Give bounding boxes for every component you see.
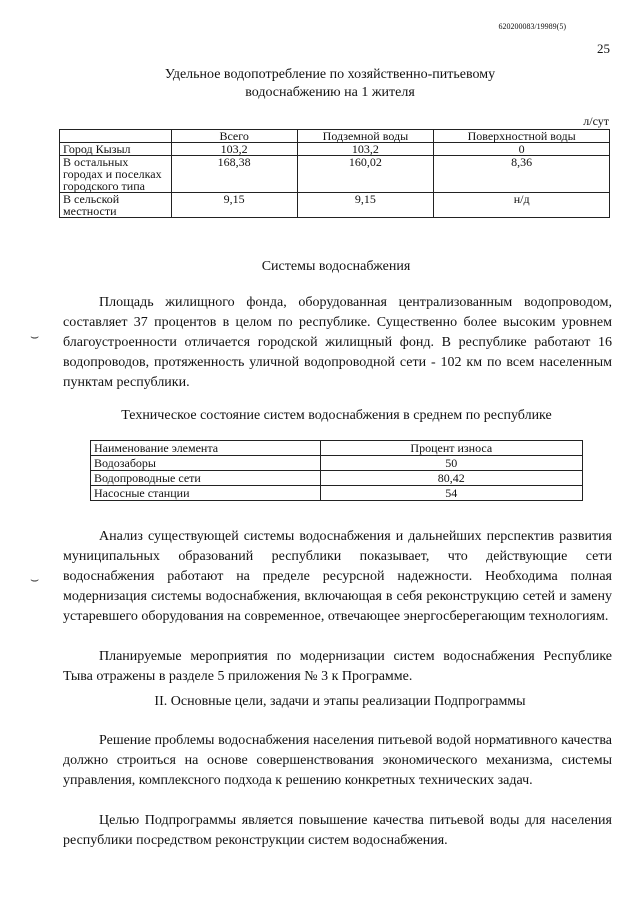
cell-value: 54: [320, 486, 582, 501]
section2-paragraph-1: Решение проблемы водоснабжения населения питьевой водой нормативного качества должно строиться на основе совершенствования экономического механизма, системы управления, комплексного подхода к решению конкретных технических задач.: [63, 733, 612, 788]
table-row: [60, 193, 610, 218]
cell-surface: н/д: [434, 193, 610, 218]
table-header-cell: Подземной воды: [297, 130, 434, 143]
consumption-table: [59, 129, 610, 218]
analysis-paragraph-1: Анализ существующей системы водоснабжения и дальнейших перспектив развития муниципальных образований республики показывает, что действующие сети водоснабжения работают на пределе ресурсной надежности. Необходима полная модернизация системы водоснабжения, включающая в себя реконструкцию сетей и замену устаревшего оборудования на современное, отвечающее энергосберегающим технологиям.: [63, 529, 612, 624]
document-id: 620200083/19989(5): [498, 22, 566, 31]
row-name: В остальных городах и поселках городского типа: [60, 156, 172, 193]
cell-total: 168,38: [171, 156, 297, 193]
analysis-paragraph-2: Планируемые мероприятия по модернизации систем водоснабжения Республике Тыва отражены в разделе 5 приложения № 3 к Программе.: [63, 649, 612, 684]
consumption-title: [0, 66, 640, 102]
section2-paragraph-2: Целью Подпрограммы является повышение качества питьевой воды для населения республики посредством реконструкции систем водоснабжения.: [63, 813, 612, 848]
cell-value: 80,42: [320, 471, 582, 486]
row-name: В сельской местности: [60, 193, 172, 218]
table-row: [60, 156, 610, 193]
table-row: [60, 143, 610, 156]
unit-label: л/сут: [583, 114, 609, 128]
page-number: 25: [597, 41, 610, 56]
section2-heading: II. Основные цели, задачи и этапы реализации Подпрограммы: [154, 694, 526, 709]
table-header-row: [91, 441, 583, 456]
cell-surface: 0: [434, 143, 610, 156]
margin-mark: ⌣: [30, 330, 40, 345]
table-row: [91, 471, 583, 486]
consumption-title-line1: Удельное водопотребление по хозяйственно-питьевому: [164, 67, 496, 82]
table-header-cell: Всего: [171, 130, 297, 143]
table-header-cell: Наименование элемента: [91, 441, 321, 456]
cell-ground: 9,15: [297, 193, 434, 218]
cell-ground: 103,2: [297, 143, 434, 156]
systems-paragraph: Площадь жилищного фонда, оборудованная централизованным водопроводом, составляет 37 процентов в целом по республике. Существенно более высоким уровнем благоустроенности отличается городской жилищный фонд. В республике работают 16 водопроводов, протяженность уличной водопроводной сети - 102 км по всем населенным пунктам республики.: [63, 295, 612, 390]
wear-title: Техническое состояние систем водоснабжения в среднем по республике: [121, 408, 552, 423]
cell-total: 9,15: [171, 193, 297, 218]
cell-value: 50: [320, 456, 582, 471]
table-header-cell: Процент износа: [320, 441, 582, 456]
systems-heading: Системы водоснабжения: [261, 259, 411, 274]
margin-mark: ⌣: [30, 573, 40, 588]
consumption-title-line2: водоснабжению на 1 жителя: [245, 85, 415, 100]
table-row: [91, 456, 583, 471]
wear-table: [90, 440, 583, 501]
table-header-cell: [60, 130, 172, 143]
row-name: Водопроводные сети: [91, 471, 321, 486]
cell-ground: 160,02: [297, 156, 434, 193]
row-name: Водозаборы: [91, 456, 321, 471]
table-row: [91, 486, 583, 501]
row-name: Город Кызыл: [60, 143, 172, 156]
table-header-row: [60, 130, 610, 143]
table-header-cell: Поверхностной воды: [434, 130, 610, 143]
cell-total: 103,2: [171, 143, 297, 156]
row-name: Насосные станции: [91, 486, 321, 501]
cell-surface: 8,36: [434, 156, 610, 193]
